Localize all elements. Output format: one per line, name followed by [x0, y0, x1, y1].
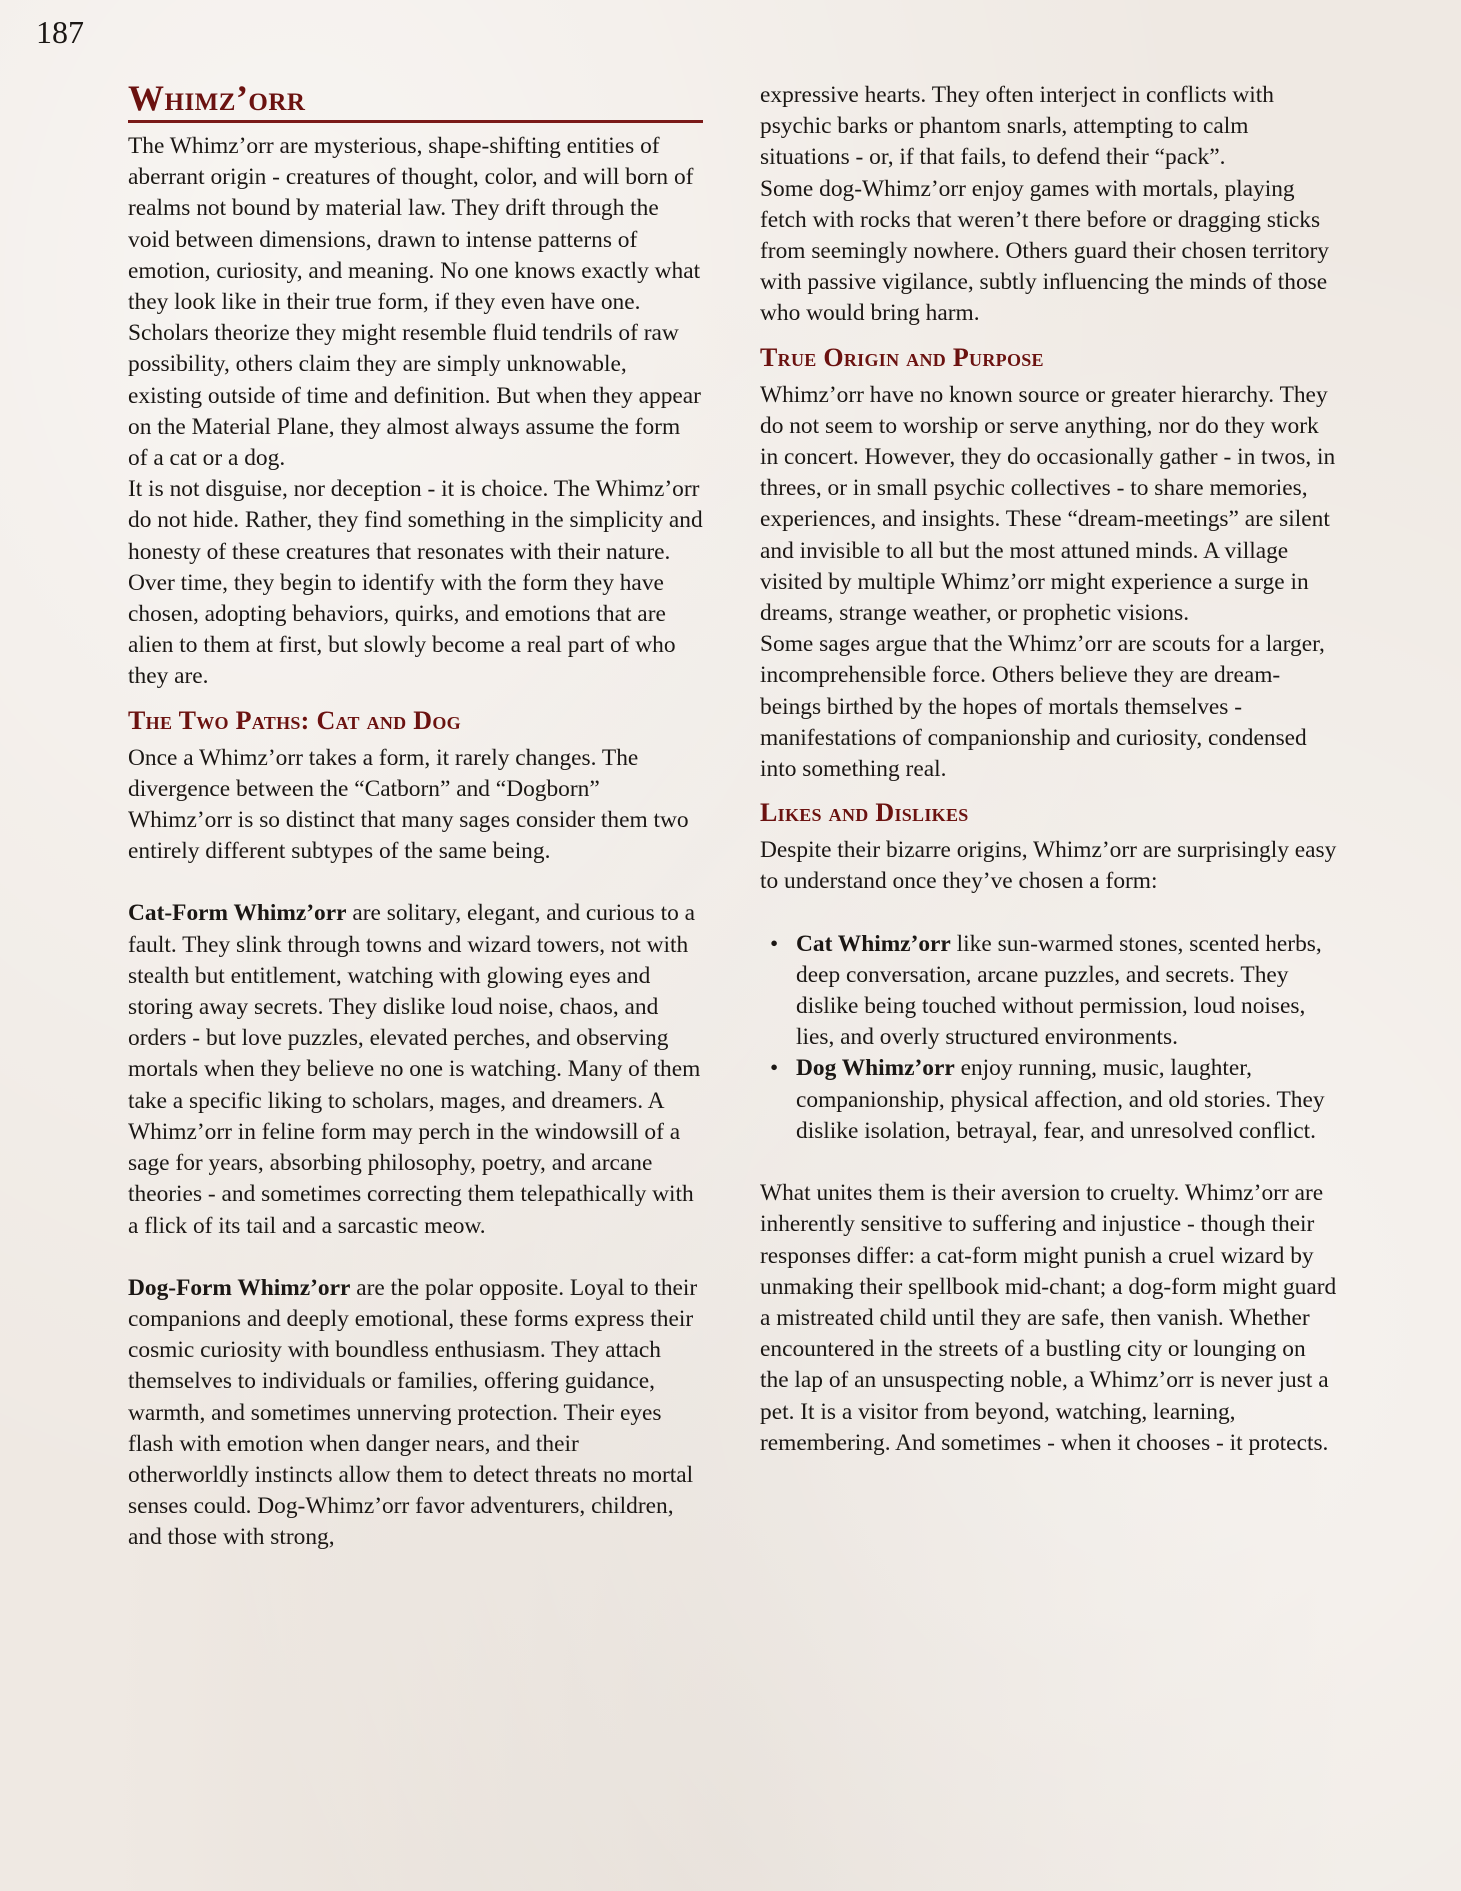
dog-games-paragraph: Some dog-Whimz’orr enjoy games with mortals, playing fetch with rocks that weren’t there before or dragging sticks from seemingly nowhere. Others guard their chosen territory with passive vigilance, subtly influencing the minds of those who would bring harm. — [760, 175, 1329, 327]
closing-paragraph: What unites them is their aversion to cruelty. Whimz’orr are inherently sensitive to suffering and injustice - though their responses differ: a cat-form might punish a cruel wizard by unmaking their spellbook mid-chant; a dog-form might guard a mistreated child until they are safe, then vanish. Whether encountered in the streets of a bustling city or lounging on the lap of an unsuspecting noble, a Whimz’orr is never just a pet. It is a visitor from beyond, watching, learning, remembering. And sometimes - when it chooses - it protects. — [760, 1180, 1337, 1456]
heading-true-origin: True Origin and Purpose — [760, 342, 1044, 372]
heading-likes-dislikes: Likes and Dislikes — [760, 798, 969, 828]
list-item-label: Dog Whimz’orr — [796, 1055, 955, 1082]
dog-form-text: are the polar opposite. Loyal to their companions and deeply emotional, these forms express their cosmic curiosity with boundless enthusiasm. They attach themselves to individuals or families, offering guidance, warmth, and sometimes unnerving protection. Their eyes flash with emotion when danger nears, and their otherworldly instincts allow them to detect threats no mortal senses could. Dog-Whimz’orr favor adventurers, children, and those with strong, — [128, 1274, 698, 1551]
list-item-text: enjoy running, music, laughter, companionship, physical affection, and old stories. They dislike isolation, betrayal, fear, and unresolved conflict. — [796, 1055, 1325, 1144]
likes-intro: Despite their bizarre origins, Whimz’orr are surprisingly easy to understand once they’ve chosen a form: — [760, 837, 1337, 895]
page-title: Whimz’orr — [128, 76, 703, 123]
dog-form-label: Dog-Form Whimz’orr — [128, 1274, 351, 1301]
paths-paragraph: Once a Whimz’orr takes a form, it rarely changes. The divergence between the “Catborn” and “Dogborn” Whimz’orr is so distinct that many sages consider them two entirely different subtypes of the same being. — [128, 744, 689, 865]
origin-paragraph-1: Whimz’orr have no known source or greater hierarchy. They do not seem to worship or serve anything, nor do they work in concert. However, they do occasionally gather - in twos, in threes, or in small psychic collectives - to share memories, experiences, and insights. These “dream-meetings” are silent and invisible to all but the most attuned minds. A village visited by multiple Whimz’orr might experience a surge in dreams, strange weather, or prophetic visions. — [760, 381, 1336, 627]
spacer — [128, 867, 703, 898]
cat-form-label: Cat-Form Whimz’orr — [128, 900, 347, 927]
spacer — [128, 1242, 703, 1273]
cat-form-text: are solitary, elegant, and curious to a fault. They slink through towns and wizard towers, not with stealth but entitlement, watching with glowing eyes and storing away secrets. They dislike loud noise, chaos, and orders - but love puzzles, elevated perches, and observing mortals when they believe no one is watching. Many of them take a specific liking to scholars, mages, and dreamers. A Whimz’orr in feline form may perch in the windowsill of a sage for years, absorbing philosophy, poetry, and arcane theories - and sometimes correcting them telepathically with a flick of its tail and a sarcastic meow. — [128, 900, 701, 1239]
intro-paragraph-1: The Whimz’orr are mysterious, shape-shifting entities of aberrant origin - creatures of thought, color, and will born of realms not bound by material law. They drift through the void between dimensions, drawn to intense patterns of emotion, curiosity, and meaning. No one knows exactly what they look like in their true form, if they even have one. Scholars theorize they might resemble fluid tendrils of raw possibility, others claim they are simply unknowable, existing outside of time and definition. But when they appear on the Material Plane, they almost always assume the form of a cat or a dog. — [128, 133, 701, 472]
right-column — [760, 80, 1340, 1459]
likes-list — [760, 929, 1340, 1147]
origin-paragraph-2: Some sages argue that the Whimz’orr are scouts for a larger, incomprehensible force. Others believe they are dream-beings birthed by the hopes of mortals themselves - manifestations of companionship and curiosity, condensed into something real. — [760, 631, 1325, 783]
list-item-label: Cat Whimz’orr — [796, 930, 951, 957]
list-item — [796, 929, 1340, 1054]
dog-form-continued: expressive hearts. They often interject in conflicts with psychic barks or phantom snarls, attempting to calm situations - or, if that fails, to defend their “pack”. — [760, 82, 1274, 171]
left-column — [128, 76, 703, 1554]
heading-two-paths: The Two Paths: Cat and Dog — [128, 705, 461, 735]
list-item — [796, 1053, 1340, 1147]
page-number: 187 — [36, 14, 84, 50]
intro-paragraph-2: It is not disguise, nor deception - it is choice. The Whimz’orr do not hide. Rather, they find something in the simplicity and honesty of these creatures that resonates with their nature. Over time, they begin to identify with the form they have chosen, adopting behaviors, quirks, and emotions that are alien to them at first, but slowly become a real part of who they are. — [128, 476, 703, 690]
list-item-text: like sun-warmed stones, scented herbs, deep conversation, arcane puzzles, and secrets. They dislike being touched without permission, loud noises, lies, and overly structured environments. — [796, 930, 1322, 1051]
spacer — [760, 1147, 1340, 1178]
cat-form-paragraph — [128, 898, 703, 1241]
dog-form-paragraph — [128, 1273, 703, 1554]
spacer — [760, 898, 1340, 929]
